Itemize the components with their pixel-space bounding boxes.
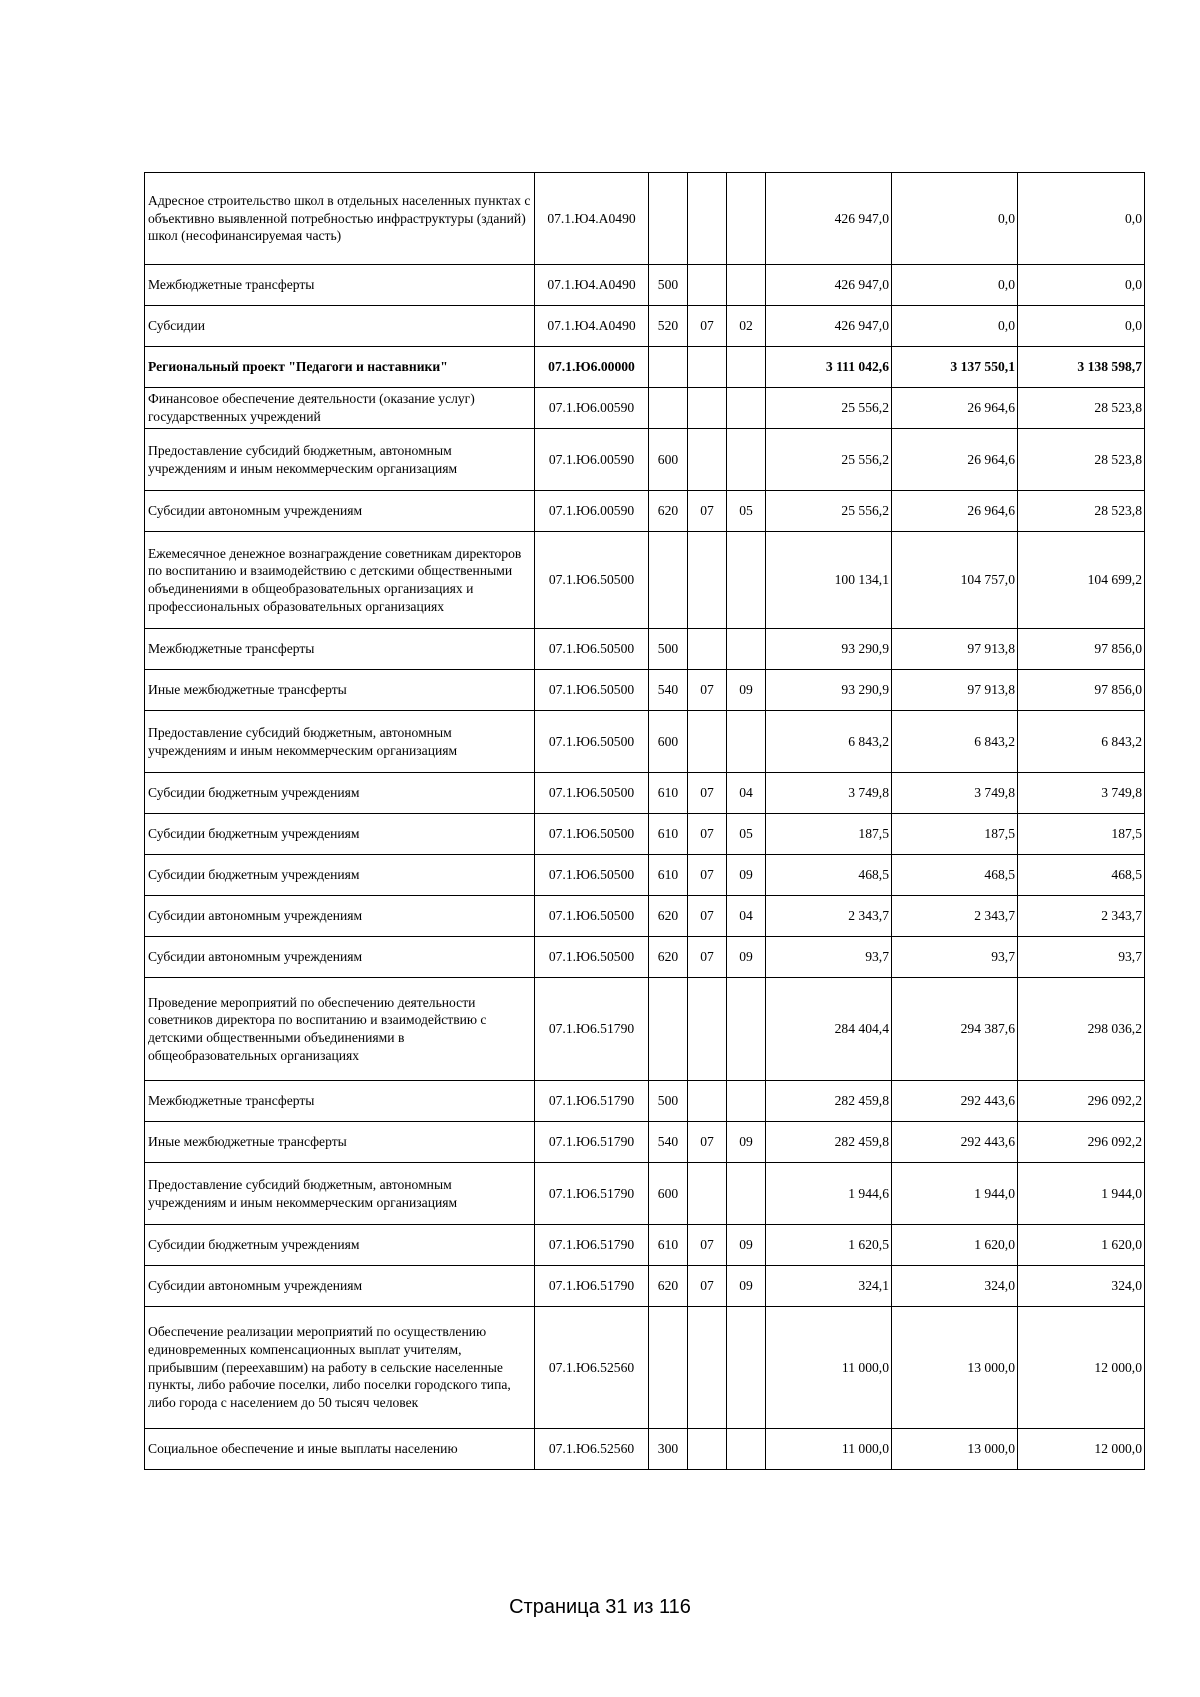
cell-expense-type: 610	[649, 1225, 688, 1266]
cell-amount-year2: 0,0	[892, 173, 1018, 265]
cell-subsection	[727, 978, 766, 1081]
cell-expense-type: 620	[649, 1266, 688, 1307]
cell-expense-type	[649, 1307, 688, 1429]
cell-amount-year1: 93 290,9	[766, 670, 892, 711]
cell-amount-year3: 324,0	[1018, 1266, 1145, 1307]
cell-expense-type: 600	[649, 1163, 688, 1225]
cell-name: Субсидии автономным учреждениям	[145, 491, 535, 532]
cell-amount-year1: 1 620,5	[766, 1225, 892, 1266]
cell-subsection: 04	[727, 773, 766, 814]
cell-name: Социальное обеспечение и иные выплаты населению	[145, 1429, 535, 1470]
cell-subsection: 09	[727, 1266, 766, 1307]
cell-amount-year2: 104 757,0	[892, 532, 1018, 629]
cell-amount-year2: 26 964,6	[892, 388, 1018, 429]
cell-subsection	[727, 711, 766, 773]
table-row	[145, 711, 1145, 773]
table-row	[145, 773, 1145, 814]
cell-name: Предоставление субсидий бюджетным, автономным учреждениям и иным некоммерческим организациям	[145, 711, 535, 773]
cell-amount-year1: 324,1	[766, 1266, 892, 1307]
cell-amount-year2: 13 000,0	[892, 1429, 1018, 1470]
cell-expense-type: 600	[649, 429, 688, 491]
cell-subsection	[727, 1307, 766, 1429]
cell-expense-type: 610	[649, 814, 688, 855]
cell-amount-year2: 3 749,8	[892, 773, 1018, 814]
cell-subsection: 09	[727, 670, 766, 711]
cell-target-article: 07.1.Ю6.00590	[535, 491, 649, 532]
cell-amount-year2: 468,5	[892, 855, 1018, 896]
table-row	[145, 1122, 1145, 1163]
cell-subsection	[727, 173, 766, 265]
cell-section	[688, 711, 727, 773]
table-row	[145, 670, 1145, 711]
cell-amount-year1: 468,5	[766, 855, 892, 896]
cell-subsection	[727, 1429, 766, 1470]
cell-name: Межбюджетные трансферты	[145, 1081, 535, 1122]
table-body	[145, 173, 1145, 1470]
cell-section	[688, 388, 727, 429]
cell-target-article: 07.1.Ю6.51790	[535, 1225, 649, 1266]
table-row	[145, 532, 1145, 629]
cell-target-article: 07.1.Ю6.50500	[535, 532, 649, 629]
cell-section: 07	[688, 773, 727, 814]
cell-amount-year3: 0,0	[1018, 265, 1145, 306]
cell-target-article: 07.1.Ю6.00590	[535, 429, 649, 491]
cell-amount-year1: 25 556,2	[766, 388, 892, 429]
cell-amount-year1: 25 556,2	[766, 491, 892, 532]
table-row	[145, 855, 1145, 896]
cell-target-article: 07.1.Ю6.50500	[535, 896, 649, 937]
cell-section: 07	[688, 1225, 727, 1266]
cell-amount-year1: 11 000,0	[766, 1307, 892, 1429]
cell-name: Субсидии автономным учреждениям	[145, 1266, 535, 1307]
cell-name: Субсидии бюджетным учреждениям	[145, 814, 535, 855]
cell-amount-year2: 292 443,6	[892, 1081, 1018, 1122]
cell-section	[688, 629, 727, 670]
cell-amount-year3: 12 000,0	[1018, 1429, 1145, 1470]
cell-subsection: 05	[727, 491, 766, 532]
cell-amount-year1: 93 290,9	[766, 629, 892, 670]
cell-amount-year3: 0,0	[1018, 306, 1145, 347]
cell-amount-year2: 13 000,0	[892, 1307, 1018, 1429]
cell-expense-type: 520	[649, 306, 688, 347]
cell-subsection	[727, 429, 766, 491]
table-row	[145, 1163, 1145, 1225]
cell-expense-type	[649, 173, 688, 265]
cell-target-article: 07.1.Ю6.50500	[535, 711, 649, 773]
cell-amount-year2: 3 137 550,1	[892, 347, 1018, 388]
table-row	[145, 429, 1145, 491]
cell-amount-year3: 28 523,8	[1018, 388, 1145, 429]
cell-section	[688, 1307, 727, 1429]
cell-section: 07	[688, 1266, 727, 1307]
table-row	[145, 1266, 1145, 1307]
cell-amount-year2: 2 343,7	[892, 896, 1018, 937]
cell-amount-year1: 2 343,7	[766, 896, 892, 937]
cell-amount-year2: 294 387,6	[892, 978, 1018, 1081]
cell-name: Иные межбюджетные трансферты	[145, 670, 535, 711]
cell-name: Проведение мероприятий по обеспечению деятельности советников директора по воспитанию и взаимодействию с детскими общественными объединениями в общеобразовательных организациях	[145, 978, 535, 1081]
cell-amount-year1: 282 459,8	[766, 1081, 892, 1122]
cell-expense-type: 620	[649, 491, 688, 532]
cell-name: Субсидии бюджетным учреждениям	[145, 855, 535, 896]
cell-amount-year2: 0,0	[892, 306, 1018, 347]
cell-amount-year2: 97 913,8	[892, 629, 1018, 670]
cell-subsection	[727, 347, 766, 388]
cell-amount-year1: 100 134,1	[766, 532, 892, 629]
cell-target-article: 07.1.Ю4.А0490	[535, 306, 649, 347]
table-row	[145, 347, 1145, 388]
cell-name: Субсидии	[145, 306, 535, 347]
cell-subsection: 05	[727, 814, 766, 855]
table-row	[145, 814, 1145, 855]
cell-subsection	[727, 629, 766, 670]
cell-amount-year3: 93,7	[1018, 937, 1145, 978]
cell-expense-type: 610	[649, 773, 688, 814]
cell-amount-year3: 468,5	[1018, 855, 1145, 896]
cell-target-article: 07.1.Ю6.00590	[535, 388, 649, 429]
cell-amount-year3: 12 000,0	[1018, 1307, 1145, 1429]
table-row	[145, 173, 1145, 265]
cell-subsection: 04	[727, 896, 766, 937]
cell-expense-type	[649, 532, 688, 629]
cell-subsection: 02	[727, 306, 766, 347]
cell-target-article: 07.1.Ю6.50500	[535, 855, 649, 896]
cell-amount-year2: 6 843,2	[892, 711, 1018, 773]
cell-target-article: 07.1.Ю6.51790	[535, 1122, 649, 1163]
cell-amount-year2: 97 913,8	[892, 670, 1018, 711]
cell-section: 07	[688, 1122, 727, 1163]
cell-amount-year2: 187,5	[892, 814, 1018, 855]
cell-name: Иные межбюджетные трансферты	[145, 1122, 535, 1163]
cell-section	[688, 347, 727, 388]
cell-subsection	[727, 1163, 766, 1225]
cell-amount-year3: 298 036,2	[1018, 978, 1145, 1081]
cell-amount-year1: 6 843,2	[766, 711, 892, 773]
table-row	[145, 978, 1145, 1081]
cell-amount-year3: 296 092,2	[1018, 1122, 1145, 1163]
cell-section	[688, 532, 727, 629]
cell-section	[688, 1081, 727, 1122]
table-row	[145, 896, 1145, 937]
cell-name: Межбюджетные трансферты	[145, 629, 535, 670]
cell-section: 07	[688, 814, 727, 855]
cell-section: 07	[688, 491, 727, 532]
cell-expense-type: 500	[649, 629, 688, 670]
table-row	[145, 1307, 1145, 1429]
cell-name: Адресное строительство школ в отдельных населенных пунктах с объективно выявленной потребностью инфраструктуры (зданий) школ (несофинансируемая часть)	[145, 173, 535, 265]
cell-section	[688, 265, 727, 306]
cell-subsection: 09	[727, 1122, 766, 1163]
cell-target-article: 07.1.Ю6.50500	[535, 937, 649, 978]
cell-expense-type: 600	[649, 711, 688, 773]
cell-expense-type: 540	[649, 670, 688, 711]
cell-amount-year3: 187,5	[1018, 814, 1145, 855]
cell-amount-year2: 292 443,6	[892, 1122, 1018, 1163]
cell-target-article: 07.1.Ю4.А0490	[535, 265, 649, 306]
cell-subsection	[727, 388, 766, 429]
cell-name: Межбюджетные трансферты	[145, 265, 535, 306]
cell-amount-year2: 324,0	[892, 1266, 1018, 1307]
cell-name: Региональный проект "Педагоги и наставники"	[145, 347, 535, 388]
cell-section: 07	[688, 855, 727, 896]
cell-section: 07	[688, 306, 727, 347]
table-row	[145, 265, 1145, 306]
cell-section	[688, 1163, 727, 1225]
cell-name: Субсидии бюджетным учреждениям	[145, 773, 535, 814]
cell-amount-year3: 3 749,8	[1018, 773, 1145, 814]
cell-expense-type	[649, 978, 688, 1081]
cell-subsection	[727, 1081, 766, 1122]
cell-name: Обеспечение реализации мероприятий по осуществлению единовременных компенсационных выплат учителям, прибывшим (переехавшим) на работу в сельские населенные пункты, либо рабочие поселки, либо поселки городского типа, либо города с населением до 50 тысяч человек	[145, 1307, 535, 1429]
cell-target-article: 07.1.Ю6.52560	[535, 1429, 649, 1470]
budget-table	[144, 172, 1145, 1470]
cell-expense-type	[649, 388, 688, 429]
cell-amount-year3: 28 523,8	[1018, 491, 1145, 532]
cell-name: Субсидии автономным учреждениям	[145, 896, 535, 937]
cell-expense-type: 620	[649, 896, 688, 937]
cell-target-article: 07.1.Ю6.51790	[535, 1266, 649, 1307]
cell-amount-year2: 26 964,6	[892, 491, 1018, 532]
cell-amount-year2: 0,0	[892, 265, 1018, 306]
cell-amount-year3: 97 856,0	[1018, 629, 1145, 670]
cell-name: Субсидии автономным учреждениям	[145, 937, 535, 978]
cell-name: Предоставление субсидий бюджетным, автономным учреждениям и иным некоммерческим организациям	[145, 1163, 535, 1225]
cell-section	[688, 978, 727, 1081]
table-row	[145, 1429, 1145, 1470]
cell-target-article: 07.1.Ю6.00000	[535, 347, 649, 388]
cell-target-article: 07.1.Ю6.50500	[535, 814, 649, 855]
cell-amount-year2: 1 620,0	[892, 1225, 1018, 1266]
cell-amount-year1: 11 000,0	[766, 1429, 892, 1470]
cell-amount-year1: 25 556,2	[766, 429, 892, 491]
cell-amount-year2: 26 964,6	[892, 429, 1018, 491]
cell-name: Предоставление субсидий бюджетным, автономным учреждениям и иным некоммерческим организациям	[145, 429, 535, 491]
cell-amount-year3: 0,0	[1018, 173, 1145, 265]
cell-section	[688, 173, 727, 265]
cell-section: 07	[688, 670, 727, 711]
cell-amount-year1: 284 404,4	[766, 978, 892, 1081]
page-number: Страница 31 из 116	[509, 1596, 691, 1618]
cell-amount-year3: 1 944,0	[1018, 1163, 1145, 1225]
table-row	[145, 388, 1145, 429]
cell-subsection	[727, 265, 766, 306]
cell-amount-year1: 187,5	[766, 814, 892, 855]
cell-amount-year3: 296 092,2	[1018, 1081, 1145, 1122]
table-row	[145, 937, 1145, 978]
cell-target-article: 07.1.Ю6.51790	[535, 978, 649, 1081]
cell-target-article: 07.1.Ю6.52560	[535, 1307, 649, 1429]
cell-amount-year3: 3 138 598,7	[1018, 347, 1145, 388]
cell-amount-year2: 1 944,0	[892, 1163, 1018, 1225]
cell-subsection	[727, 532, 766, 629]
cell-expense-type: 500	[649, 1081, 688, 1122]
cell-expense-type: 610	[649, 855, 688, 896]
cell-subsection: 09	[727, 1225, 766, 1266]
cell-amount-year3: 97 856,0	[1018, 670, 1145, 711]
table-row	[145, 629, 1145, 670]
cell-subsection: 09	[727, 937, 766, 978]
cell-amount-year1: 1 944,6	[766, 1163, 892, 1225]
cell-amount-year1: 426 947,0	[766, 173, 892, 265]
table-row	[145, 306, 1145, 347]
cell-expense-type: 620	[649, 937, 688, 978]
table-row	[145, 1225, 1145, 1266]
cell-expense-type: 500	[649, 265, 688, 306]
cell-target-article: 07.1.Ю6.50500	[535, 773, 649, 814]
cell-target-article: 07.1.Ю6.50500	[535, 670, 649, 711]
cell-amount-year3: 28 523,8	[1018, 429, 1145, 491]
cell-section	[688, 1429, 727, 1470]
cell-amount-year2: 93,7	[892, 937, 1018, 978]
cell-amount-year1: 282 459,8	[766, 1122, 892, 1163]
cell-amount-year1: 3 749,8	[766, 773, 892, 814]
cell-amount-year3: 104 699,2	[1018, 532, 1145, 629]
cell-amount-year3: 2 343,7	[1018, 896, 1145, 937]
cell-name: Ежемесячное денежное вознаграждение советникам директоров по воспитанию и взаимодействию с детскими общественными объединениями в общеобразовательных организациях и профессиональных образовательных организациях	[145, 532, 535, 629]
cell-expense-type: 300	[649, 1429, 688, 1470]
cell-section	[688, 429, 727, 491]
cell-amount-year1: 426 947,0	[766, 306, 892, 347]
cell-section: 07	[688, 937, 727, 978]
cell-subsection: 09	[727, 855, 766, 896]
cell-target-article: 07.1.Ю6.50500	[535, 629, 649, 670]
cell-target-article: 07.1.Ю6.51790	[535, 1081, 649, 1122]
cell-amount-year1: 3 111 042,6	[766, 347, 892, 388]
cell-amount-year3: 1 620,0	[1018, 1225, 1145, 1266]
table-row	[145, 491, 1145, 532]
cell-expense-type	[649, 347, 688, 388]
cell-target-article: 07.1.Ю4.А0490	[535, 173, 649, 265]
cell-amount-year1: 93,7	[766, 937, 892, 978]
table-row	[145, 1081, 1145, 1122]
cell-name: Субсидии бюджетным учреждениям	[145, 1225, 535, 1266]
cell-amount-year1: 426 947,0	[766, 265, 892, 306]
cell-amount-year3: 6 843,2	[1018, 711, 1145, 773]
cell-target-article: 07.1.Ю6.51790	[535, 1163, 649, 1225]
cell-expense-type: 540	[649, 1122, 688, 1163]
cell-section: 07	[688, 896, 727, 937]
cell-name: Финансовое обеспечение деятельности (оказание услуг) государственных учреждений	[145, 388, 535, 429]
